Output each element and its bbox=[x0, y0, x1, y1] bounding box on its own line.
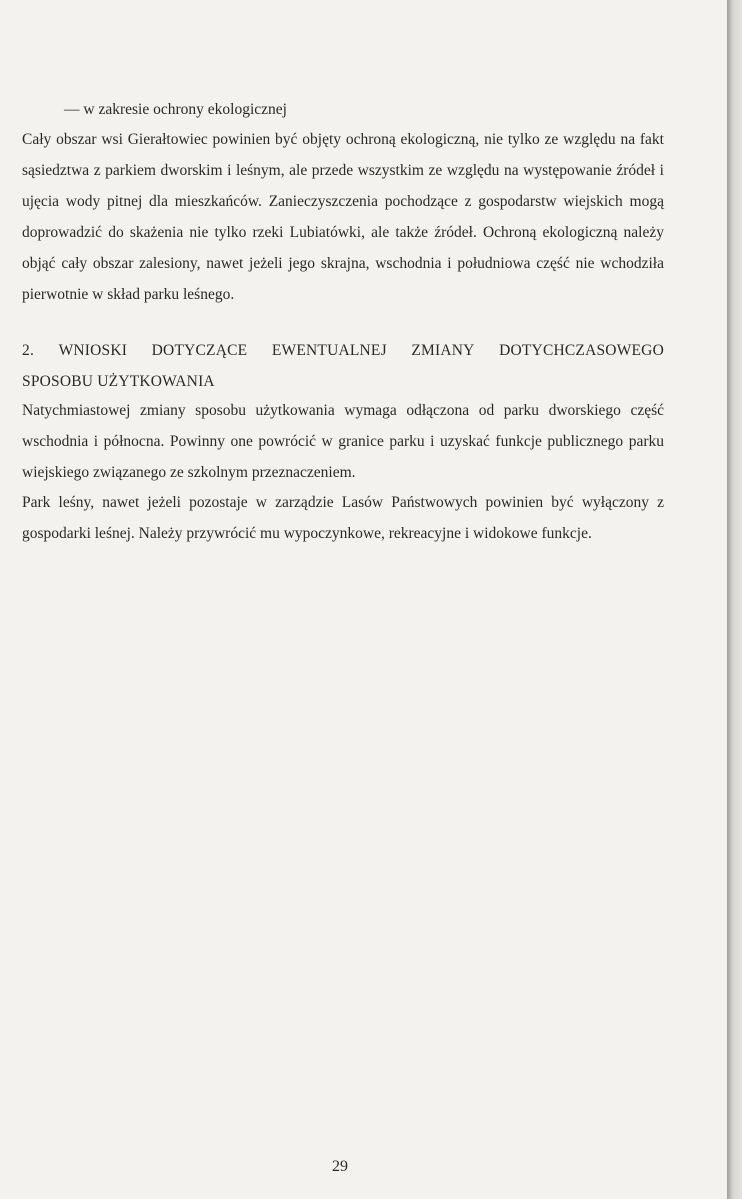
paragraph-usage-change: Natychmiastowej zmiany sposobu użytkowania wymaga odłączona od parku dworskiego część wschodnia i północna. Powinny one powrócić w granice parku i uzyskać funkcje publicznego parku wiejskiego związanego ze szkolnym przeznaczeniem. bbox=[22, 402, 664, 481]
heading-word: ZMIANY bbox=[411, 342, 475, 359]
section-heading-line1 bbox=[22, 335, 664, 366]
heading-word: DOTYCZĄCE bbox=[151, 342, 248, 359]
paragraph-ecological-protection: Cały obszar wsi Gierałtowiec powinien być objęty ochroną ekologiczną, nie tylko ze względu na fakt sąsiedztwa z parkiem dworskim i leśnym, ale przede wszystkim ze względu na występowanie źródeł i ujęcia wody pitnej dla mieszkańców. Zanieczyszczenia pochodzące z gospodarstw wiejskich mogą doprowadzić do skażenia nie tylko rzeki Lubiatówki, ale także źródeł. Ochroną ekologiczną należy objąć cały obszar zalesiony, nawet jeżeli jego skrajna, wschodnia i południowa część nie wchodziła pierwotnie w skład parku leśnego. bbox=[22, 131, 664, 303]
scan-edge bbox=[727, 0, 742, 1199]
page-number: 29 bbox=[332, 1158, 348, 1175]
section-heading bbox=[22, 335, 664, 397]
section-number: 2. bbox=[22, 342, 35, 359]
heading-word: DOTYCHCZASOWEGO bbox=[499, 342, 664, 359]
heading-word: EWENTUALNEJ bbox=[271, 342, 387, 359]
section-subheading: — w zakresie ochrony ekologicznej bbox=[64, 101, 287, 118]
paragraph-forest-park: Park leśny, nawet jeżeli pozostaje w zarządzie Lasów Państwowych powinien być wyłączony z gospodarki leśnej. Należy przywrócić mu wypoczynkowe, rekreacyjne i widokowe funkcje. bbox=[22, 494, 664, 542]
section-heading-line2: SPOSOBU UŻYTKOWANIA bbox=[22, 373, 215, 390]
heading-word: WNIOSKI bbox=[58, 342, 128, 359]
